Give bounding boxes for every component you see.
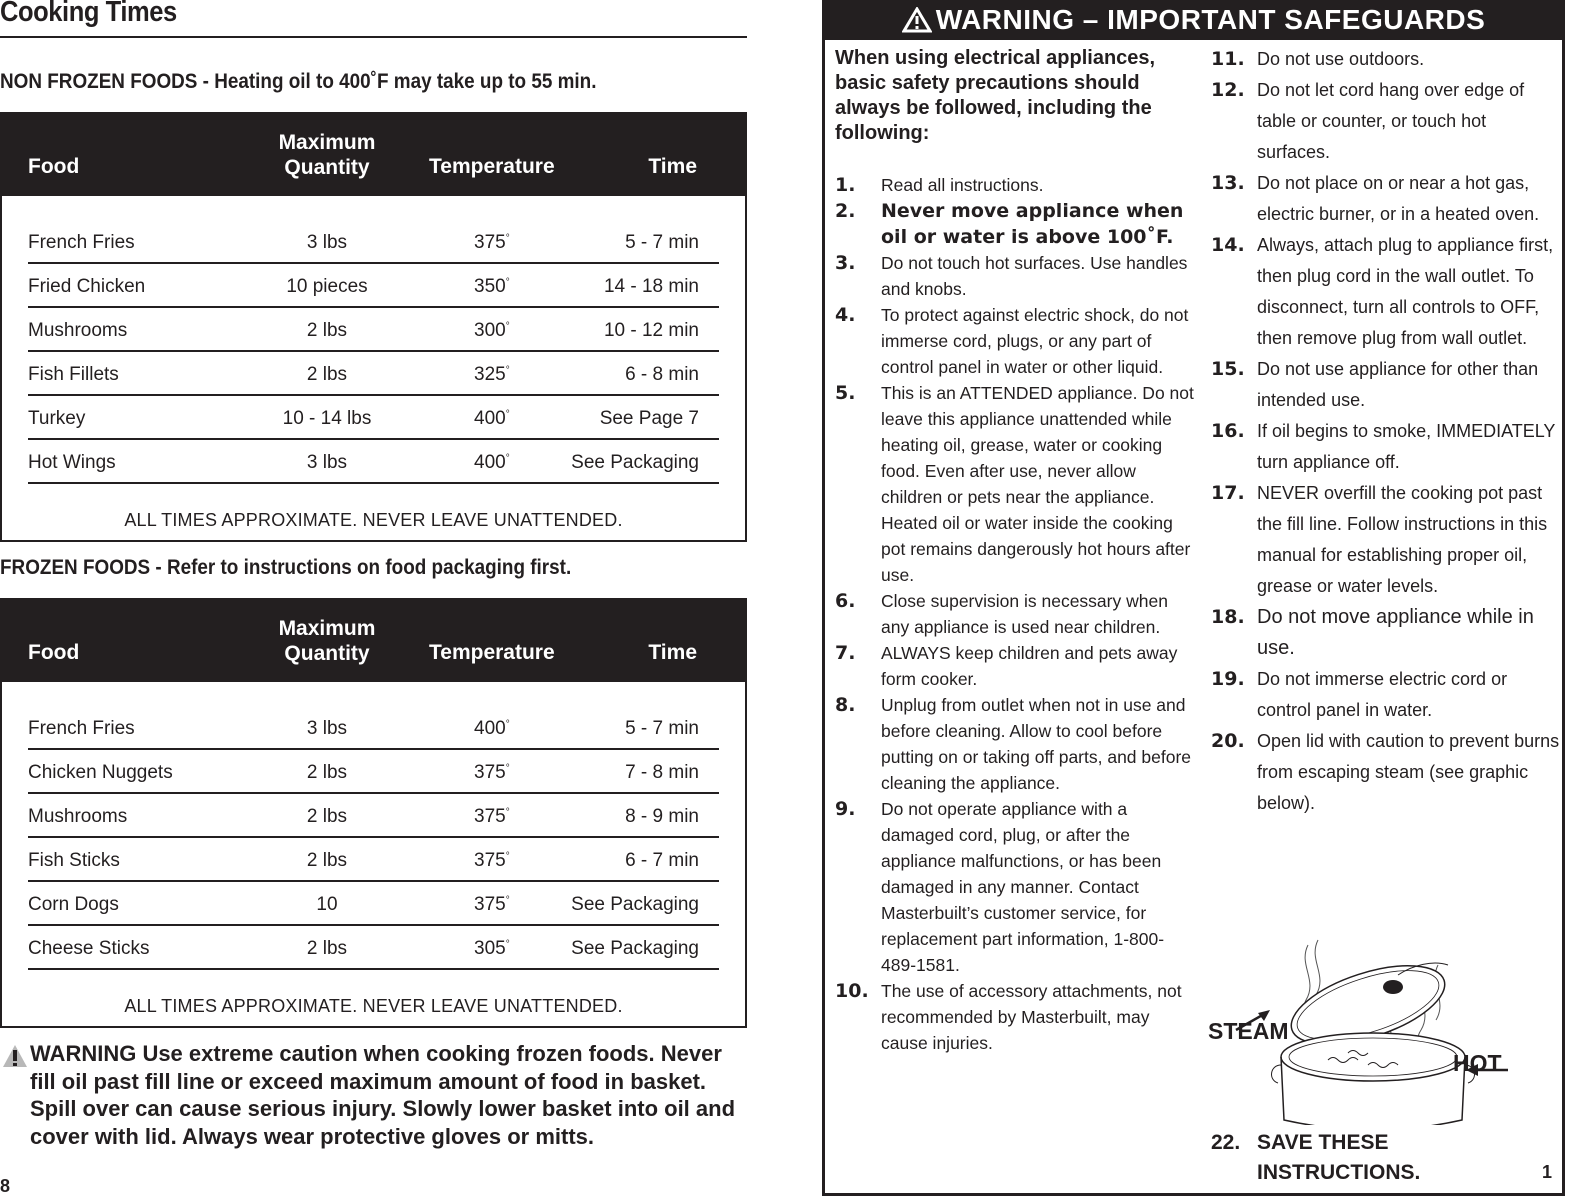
list-item: 4. To protect against electric shock, do not immerse cord, plugs, or any part of control panel in water or other liquid. [835,304,1189,377]
list-item: 18. Do not move appliance while in use. [1211,606,1534,659]
table-body [2,196,745,484]
warning-text: WARNING Use extreme caution when cooking frozen foods. Never fill oil past fill line or exceed maximum amount of food in basket. Spill over can cause serious injury. Slowly lower basket into oil and cover with lid. Always wear protective gloves or mitts. [30,1041,736,1149]
table-row: Turkey 10 - 14 lbs 400° See Page 7 [28,396,719,440]
table-row: Hot Wings 3 lbs 400° See Packaging [28,440,719,484]
table-row: Cheese Sticks 2 lbs 305° See Packaging [28,926,719,970]
list-item: 2. Never move appliance when oil or water is above 100˚F. [835,200,1184,248]
col-food: Food [28,155,80,178]
safeguards-list-left [835,172,1195,1056]
table-row: French Fries 3 lbs 375° 5 - 7 min [28,220,719,264]
col-time: Time [648,641,697,664]
table-row: Fish Sticks 2 lbs 375° 6 - 7 min [28,838,719,882]
page-number: 1 [1541,1162,1552,1182]
safeguards-title: WARNING – IMPORTANT SAFEGUARDS [935,4,1486,35]
list-item: 13. Do not place on or near a hot gas, electric burner, or in a heated oven. [1211,172,1540,224]
table-row: Mushrooms 2 lbs 375° 8 - 9 min [28,794,719,838]
safeguards-list-right [1211,44,1563,819]
col-time: Time [648,155,697,178]
table-header [2,598,745,682]
non-frozen-table [0,112,747,542]
warning-triangle-icon [902,7,932,33]
frozen-table [0,598,747,1028]
safeguards-intro: When using electrical appliances, basic safety precautions should always be followed, including the following: [835,47,1156,144]
table-row: Chicken Nuggets 2 lbs 375° 7 - 8 min [28,750,719,794]
table-row: Fish Fillets 2 lbs 325° 6 - 8 min [28,352,719,396]
col-temperature: Temperature [429,155,555,178]
list-item: 17. NEVER overfill the cooking pot past the fill line. Follow instructions in this manual for establishing proper oil, grease or water levels. [1211,482,1548,596]
list-item: 7. ALWAYS keep children and pets away form cooker. [835,642,1178,689]
safeguards-header [822,0,1565,40]
list-item: 16. If oil begins to smoke, IMMEDIATELY turn appliance off. [1211,420,1556,472]
table-header [2,112,745,196]
table-row: Corn Dogs 10 375° See Packaging [28,882,719,926]
list-item: 8. Unplug from outlet when not in use and before cleaning. Allow to cool before putting on or taking off parts, and before cleaning the appliance. [835,694,1192,793]
list-item: 6. Close supervision is necessary when any appliance is used near children. [835,590,1168,637]
save-instructions: 22. SAVE THESE INSTRUCTIONS. [1211,1131,1421,1184]
list-item: 11. Do not use outdoors. [1211,48,1425,70]
title-divider [0,36,747,38]
table-row: Mushrooms 2 lbs 300° 10 - 12 min [28,308,719,352]
list-item: 10. The use of accessory attachments, not recommended by Masterbuilt, may cause injuries. [835,980,1182,1053]
list-item: 5. This is an ATTENDED appliance. Do not leave this appliance unattended while heating oil, grease, water or cooking food. Even after use, never allow children or pets near the appliance. Heated oil or water inside the cooking pot remains dangerously hot hours after use. [835,382,1194,585]
list-item: 9. Do not operate appliance with a damaged cord, plug, or after the appliance malfunctions, or has been damaged in any manner. Contact Masterbuilt’s customer service, for replacement part information, 1-800-489-1581. [835,798,1165,975]
list-item: 12. Do not let cord hang over edge of table or counter, or touch hot surfaces. [1211,79,1525,162]
right-page [822,0,1565,1196]
list-item: 3. Do not touch hot surfaces. Use handles and knobs. [835,252,1188,299]
hot-label: HOT [1453,1050,1502,1076]
table-row: Fried Chicken 10 pieces 350° 14 - 18 min [28,264,719,308]
col-food: Food [28,641,80,664]
col-temperature: Temperature [429,641,555,664]
list-item: 1. Read all instructions. [835,174,1044,196]
non-frozen-heading: NON FROZEN FOODS - Heating oil to 400˚F may take up to 55 min. [0,70,597,93]
list-item: 14. Always, attach plug to appliance first, then plug cord in the wall outlet. To disconnect, turn all controls to OFF, then remove plug from wall outlet. [1211,234,1554,348]
col-quantity: Maximum Quantity [278,617,376,665]
table-body [2,682,745,970]
page-title: Cooking Times [0,0,177,28]
list-item: 19. Do not immerse electric cord or control panel in water. [1211,668,1508,720]
frozen-heading: FROZEN FOODS - Refer to instructions on food packaging first. [0,556,572,579]
table-note: ALL TIMES APPROXIMATE. NEVER LEAVE UNATTENDED. [124,510,623,530]
page-number: 8 [0,1176,11,1196]
steam-label: STEAM [1208,1018,1289,1044]
col-quantity: Maximum Quantity [278,131,376,179]
warning-triangle-icon [2,1044,28,1068]
list-item: 15. Do not use appliance for other than intended use. [1211,358,1539,410]
table-note: ALL TIMES APPROXIMATE. NEVER LEAVE UNATTENDED. [124,996,623,1016]
list-item: 20. Open lid with caution to prevent burns from escaping steam (see graphic below). [1211,730,1560,813]
left-page [0,0,750,1201]
table-row: French Fries 3 lbs 400° 5 - 7 min [28,706,719,750]
